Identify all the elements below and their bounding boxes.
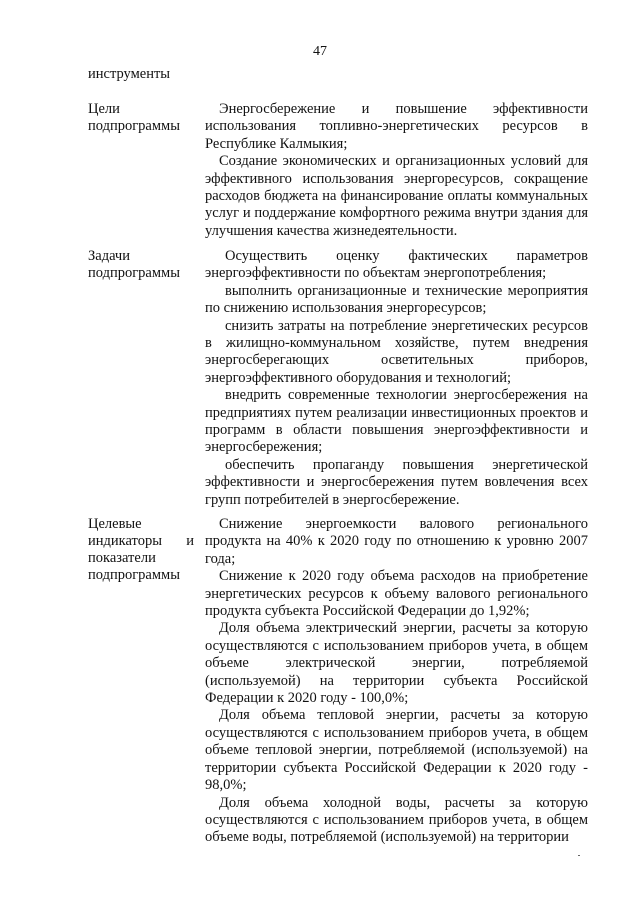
indicators-label-line	[88, 533, 194, 550]
goals-paragraph: Создание экономических и организационных условий для эффективного использования энергоресурсов, сокращение расходов бюджета на финансирование оплаты коммунальных услуг и поддержание комфортного режима внутри здания для улучшения качества жизнедеятельности.	[205, 153, 588, 239]
tasks-label	[88, 248, 188, 282]
tasks-paragraph: снизить затраты на потребление энергетических ресурсов в жилищно-коммунальном хозяйстве, путем внедрения энергосберегающих осветительных приборов, энергоэффективного оборудования и технологий;	[205, 317, 588, 386]
goals-label-line: Цели	[88, 101, 120, 117]
indicators-paragraph: Снижение к 2020 году объема расходов на приобретение энергетических ресурсов к объему валового регионального продукта субъекта Российской Федерации до 1,92%;	[205, 568, 588, 620]
indicators-label-line: подпрограммы	[88, 567, 180, 583]
tasks-content	[205, 248, 588, 509]
indicators-label-conjunction: и	[186, 533, 194, 549]
indicators-label-word: индикаторы	[88, 533, 162, 549]
indicators-paragraph: Доля объема тепловой энергии, расчеты за которую осуществляются с использованием приборов учета, в общем объеме тепловой энергии, потребляемой (используемой) на территории субъекта Российской Федерации к 2020 году - 98,0%;	[205, 707, 588, 794]
tasks-paragraph: внедрить современные технологии энергосбережения на предприятиях путем реализации инвестиционных проектов и программ в области повышения энергоэффективности и энергосбережения;	[205, 387, 588, 456]
indicators-label-line: показатели	[88, 550, 156, 566]
tasks-label-line: Задачи	[88, 248, 130, 264]
goals-paragraph: Энергосбережение и повышение эффективности использования топливно-энергетических ресурсов в Республике Калмыкия;	[205, 101, 588, 152]
tasks-label-line: подпрограммы	[88, 265, 180, 281]
indicators-label	[88, 516, 194, 584]
tasks-paragraph: обеспечить пропаганду повышения энергетической эффективности и энергосбережения путем вовлечения всех групп потребителей в энергосбережение.	[205, 456, 588, 508]
goals-label	[88, 101, 188, 135]
indicators-paragraph: Снижение энергоемкости валового регионального продукта на 40% к 2020 году по отношению к уровню 2007 года;	[205, 516, 588, 567]
page-number: 47	[313, 44, 327, 59]
tasks-paragraph: выполнить организационные и технические мероприятия по снижению использования энергоресурсов;	[205, 282, 588, 317]
goals-label-line: подпрограммы	[88, 118, 180, 134]
indicators-paragraph: Доля объема холодной воды, расчеты за которую осуществляются с использованием приборов учета, в общем объеме воды, потребляемой (используемой) на территории	[205, 794, 588, 846]
scan-speck	[578, 855, 580, 856]
indicators-paragraph: Доля объема электрический энергии, расчеты за которую осуществляются с использованием приборов учета, в общем объеме электрической энергии, потребляемой (используемой) на территории субъекта Российской Федерации к 2020 году - 100,0%;	[205, 620, 588, 707]
tasks-paragraph: Осуществить оценку фактических параметров энергоэффективности по объектам энергопотребления;	[205, 248, 588, 282]
indicators-label-line: Целевые	[88, 516, 142, 532]
intro-text: инструменты	[88, 66, 171, 82]
goals-content	[205, 101, 588, 240]
indicators-content	[205, 516, 588, 847]
